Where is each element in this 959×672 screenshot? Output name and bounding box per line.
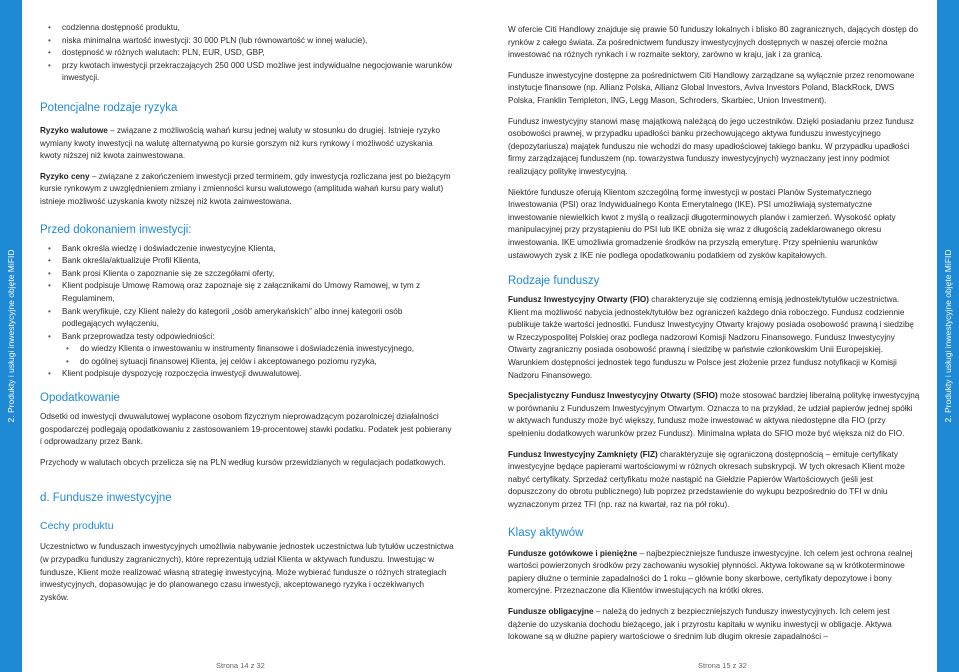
list-item: • Bank określa/aktualizuje Profil Klienta, <box>40 255 454 268</box>
before-sub-bullet-list <box>40 343 454 368</box>
list-item: • Bank weryfikuje, czy Klient należy do kategorii „osób amerykańskich” albo innej kategorii osób podlegających wyłączeniu, <box>40 306 454 331</box>
list-item: • Bank prosi Klienta o zapoznanie się ze szczegółami oferty, <box>40 268 454 281</box>
fiz-paragraph <box>508 449 920 512</box>
risk-heading: Potencjalne rodzaje ryzyka <box>40 101 178 114</box>
cash-funds-paragraph <box>508 548 920 598</box>
list-item: • Klient podpisuje Umowę Ramową oraz zapoznaje się z załącznikami do Umowy Ramowej, w tym z Regulaminem, <box>40 280 454 305</box>
fio-text: charakteryzuje się codzienną emisją jednostek/tytułów uczestnictwa. Klient ma możliwość nabycia jednostek/tytułów bez ograniczeń każdego dnia roboczego. Fundusz codziennie publikuje także wartości jednostki. Fundusz Inwestycyjny Otwarty krajowy posiada osobowość prawną i siedzibę w Rzeczypospolitej Polskiej oraz podlega nadzorowi Komisji Nadzoru Finansowego. Fundusz Inwestycyjny Otwarty zagraniczny posiada osobowość prawną i siedzibę w państwie członkowskim Unii Europejskiej. Warunkiem dostępności jednostek tego funduszu w Polsce jest złożenie przez fundusz notyfikacji w Komisji Nadzoru Finansowego. <box>508 295 914 380</box>
list-item: • niska minimalna wartość inwestycji: 30 000 PLN (lub równowartość w innej walucie), <box>40 35 454 48</box>
offer-paragraph: W ofercie Citi Handlowy znajduje się prawie 50 funduszy lokalnych i blisko 80 zagranicznych, dających dostęp do rynków z całego świata. Za pośrednictwem funduszy inwestycyjnych dostępnych w naszej ofercie można inwestować na różnych rynkach i w rozmaite sektory, zarówno w kraju, jak i za granicą. <box>508 25 919 60</box>
fio-paragraph <box>508 294 920 382</box>
tax-paragraph-2: Przychody w walutach obcych przelicza się na PLN według kursów przewidzianych w regulacjach podatkowych. <box>40 457 446 467</box>
page-number-right: Strona 15 z 32 <box>698 661 747 670</box>
list-item: • Bank określa wiedzę i doświadczenie inwestycyjne Klienta, <box>40 243 454 256</box>
list-item: • Klient podpisuje dyspozycję rozpoczęcia inwestycji dwuwalutowej. <box>40 368 454 381</box>
left-column <box>40 0 454 612</box>
fund-types-heading: Rodzaje funduszy <box>508 275 600 288</box>
bond-funds-paragraph <box>508 606 920 644</box>
risk-price-paragraph <box>40 171 454 209</box>
list-item: • Bank przeprowadza testy odpowiedniości: <box>40 331 454 344</box>
tax-heading: Opodatkowanie <box>40 392 120 405</box>
features-paragraph: Uczestnictwo w funduszach inwestycyjnych umożliwia nabywanie jednostek uczestnictwa lub tytułów uczestnictwa (w przypadku funduszy zagranicznych), które reprezentują udział Klienta w aktywach funduszu. Inwestując w fundusze, Klient może realizować własną strategię inwestycyjną. Może wybierać fundusze o różnych strategiach inwestycyjnych, dopasowując je do planowanego czasu inwestycji, akceptowanego ryzyka i oczekiwanych zysków. <box>40 542 454 602</box>
cash-funds-term: Fundusze gotówkowe i pieniężne <box>508 548 638 558</box>
sfio-term: Specjalistyczny Fundusz Inwestycyjny Otwarty (SFIO) <box>508 391 718 401</box>
before-investing-heading: Przed dokonaniem inwestycji: <box>40 223 192 236</box>
top-bullet-list <box>40 22 454 85</box>
tax-paragraph-1: Odsetki od inwestycji dwuwalutowej wypłacone osobom fizycznym nieprowadzącym pozarolniczej działalności gospodarczej podlegają opodatkowaniu z zastosowaniem 19-procentowej stawki podatku. Podatek jest pobierany i odprowadzany przez Bank. <box>40 412 452 447</box>
list-item: • do ogólnej sytuacji finansowej Klienta, jej celów i akceptowanego poziomu ryzyka, <box>40 356 454 369</box>
asset-classes-heading: Klasy aktywów <box>508 526 584 539</box>
sidebar-right <box>937 0 959 672</box>
managers-paragraph: Fundusze inwestycyjne dostępne za pośrednictwem Citi Handlowy zarządzane są wyłącznie przez renomowane instytucje finansowe (np. Allianz Polska, Allianz Global Investors, Aviva Investors Poland, BlackRock, DWS Polska, Franklin Templeton, ING, Legg Mason, Schroders, Skarbiec, Union Investment). <box>508 70 915 105</box>
fiz-text: charakteryzuje się ograniczoną dostępnością – emituje certyfikaty inwestycyjne będące papierami wartościowymi w różnych okresach subskrypcji. W tych okresach Klient może nabyć certyfikaty. Sprzedaż certyfikatu może nastąpić na Giełdzie Papierów Wartościowych (jeśli jest dopuszczony do obrotu publicznego) lub poprzez przedstawienie do wykupu bezpośrednio do TFI w dniu wyznaczonym przez TFI (np. raz na kwartał, raz na pół roku). <box>508 449 905 509</box>
before-last-bullet-list <box>40 368 454 381</box>
sfio-paragraph <box>508 390 920 440</box>
risk-currency-text: – związane z możliwością wahań kursu jednej waluty w stosunku do drugiej. Istnieje ryzyko wymiany kwoty inwestycji na walutę alternatywną po kursie gorszym niż kurs rynkowy i możliwość uzyskania kwoty niższej niż kwota zainwestowana. <box>40 125 441 161</box>
risk-price-text: – związane z zakończeniem inwestycji przed terminem, gdy inwestycja rozliczana jest po bieżącym kursie rynkowym z uwzględnieniem zmiany i zmienności kursu walutowego (amplituda wahań kursu pary walut) istnieje możliwość uzyskania kwoty niższej niż kwota zainwestowana. <box>40 171 451 206</box>
risk-price-term: Ryzyko ceny <box>40 171 90 181</box>
risk-currency-paragraph <box>40 125 454 163</box>
sidebar-left-text: 2. Produkty i usługi inwestycyjne objęte MiFID <box>6 249 16 423</box>
bond-funds-text: – należą do jednych z bezpieczniejszych funduszy inwestycyjnych. Ich celem jest dążenie do uzyskania dochodu bieżącego, jak i przyrostu kapitału w wyniku inwestycji w obligacje. Aktywa lokowane są w dłużne papiery wartościowe o średnim lub długim okresie zapadalności – <box>508 606 892 642</box>
cash-funds-text: – najbezpieczniejsze fundusze inwestycyjne. Ich celem jest ochrona realnej wartości powierzonych środków przy zachowaniu wysokiej płynności. Aktywa lokowane są w krótkoterminowe papiery dłużne o terminie zapadalności do 1 roku – głównie bony skarbowe, certyfikaty depozytowe i bony komercyjne. Przeznaczone dla Klientów inwestujących na krótki okres. <box>508 548 913 596</box>
legal-paragraph: Fundusz inwestycyjny stanowi masę majątkową należącą do jego uczestników. Dzięki posiadaniu przez fundusz osobowości prawnej, w przypadku upadłości banku przechowującego aktywa funduszu inwestycyjnego (depozytariusza) majątek funduszu nie wchodzi do masy upadłościowej takiego banku. W przypadku upadłości firmy zarządzającej funduszem (np. towarzystwa funduszy inwestycyjnych) wyznaczany jest inny podmiot realizujący politykę inwestycyjną. <box>508 116 914 176</box>
list-item: • przy kwotach inwestycji przekraczających 250 000 USD możliwe jest indywidualne negocjowanie warunków inwestycji. <box>40 60 454 85</box>
page-number-left: Strona 14 z 32 <box>216 661 265 670</box>
list-item: • do wiedzy Klienta o inwestowaniu w instrumenty finansowe i doświadczenia inwestycyjnego, <box>40 343 454 356</box>
risk-currency-term: Ryzyko walutowe <box>40 125 108 135</box>
list-item: • dostępność w różnych walutach: PLN, EUR, USD, GBP, <box>40 47 454 60</box>
sidebar-right-text: 2. Produkty i usługi inwestycyjne objęte MiFID <box>943 249 953 423</box>
right-column <box>508 0 920 652</box>
fiz-term: Fundusz Inwestycyjny Zamknięty (FIZ) <box>508 449 658 459</box>
list-item: • codzienna dostępność produktu, <box>40 22 454 35</box>
psi-ike-paragraph: Niektóre fundusze oferują Klientom szczególną formę inwestycji w postaci Planów Systematycznego Inwestowania (PSI) oraz Indywidualnego Konta Emerytalnego (IKE). PSI umożliwiają systematyczne inwestowanie niewielkich kwot z myślą o realizacji długoterminowych planów i zamierzeń. Wysokość opłaty manipulacyjnej przy przystąpieniu do PSI lub IKE obniża się wraz z długością zadeklarowanego okresu inwestowania. IKE umożliwia gromadzenie środków na przyszłą emeryturę. Przy spełnieniu warunków ustawowych zysk z IKE nie podlega opodatkowaniu podatkiem od zysków kapitałowych. <box>508 187 896 260</box>
fio-term: Fundusz Inwestycyjny Otwarty (FIO) <box>508 295 650 305</box>
sfio-text: może stosować bardziej liberalną politykę inwestycyjną w porównaniu z Funduszem Inwestycyjnym Otwartym. Oznacza to na przykład, że udział papierów jednej spółki w aktywach funduszy może być większy, fundusz może inwestować w aktywa niedostępne dla FIO (przy spełnieniu dodatkowych warunków przez Fundusz). Minimalna wpłata do SFIO może być większa niż do FIO. <box>508 391 920 439</box>
sidebar-left <box>0 0 22 672</box>
bond-funds-term: Fundusze obligacyjne <box>508 606 594 616</box>
funds-heading: d. Fundusze inwestycyjne <box>40 492 172 505</box>
before-bullet-list <box>40 243 454 344</box>
features-heading: Cechy produktu <box>40 520 114 533</box>
